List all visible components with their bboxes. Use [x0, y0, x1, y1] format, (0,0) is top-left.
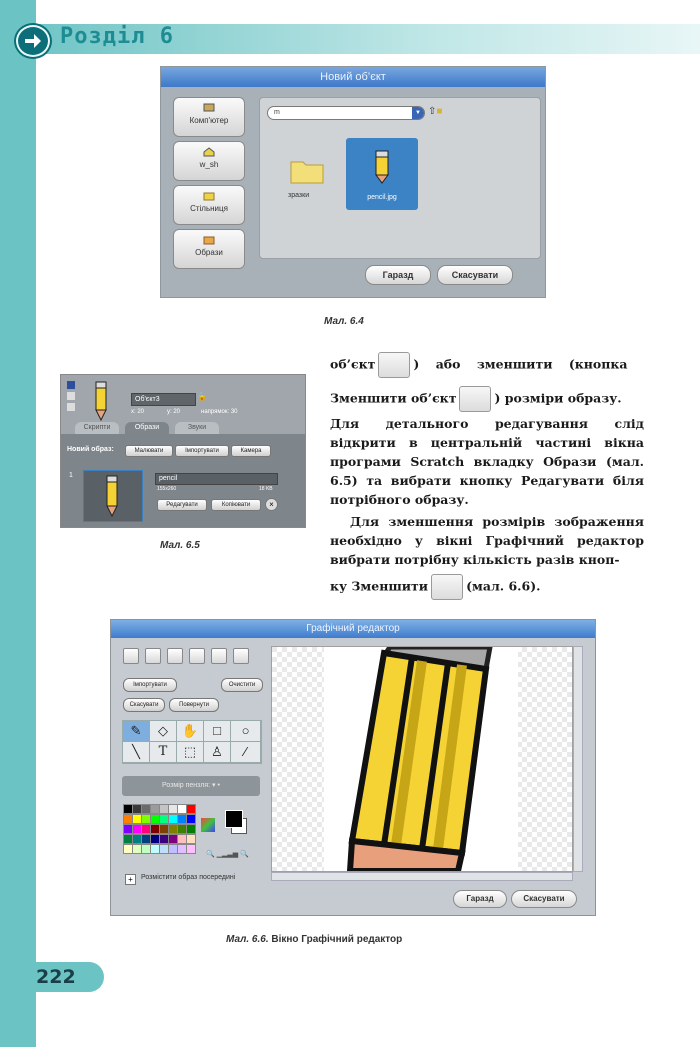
folder-label: зразки [288, 192, 310, 199]
location-computer-button[interactable]: Комп'ютер [173, 97, 245, 137]
costumes-panel [60, 374, 306, 528]
images-folder-icon [203, 235, 215, 245]
pencil-icon [102, 475, 122, 517]
import-button[interactable]: Імпортувати [123, 678, 177, 692]
paragraph-line: об’єкт ) або зменшити (кнопка [330, 352, 644, 378]
folder-icon[interactable] [290, 158, 324, 184]
color-swatch[interactable] [186, 804, 196, 814]
costume-index: 1 [69, 472, 73, 479]
center-image-label[interactable]: Розмістити образ посередині [141, 874, 236, 881]
brush-size-dropdown[interactable]: Розмір пензля: ▾ • [122, 776, 260, 796]
figure-caption: Мал. 6.6. Вікно Графічний редактор [226, 934, 403, 945]
eyedropper-icon[interactable]: ⁄ [231, 742, 261, 763]
paragraph: Для детального редагування слід відкрити в центральній частині вікна програми Scratch вкладку Образи (мал. 6.5) та вибрати кнопку Редагувати біля потрібного образу. [330, 416, 644, 507]
color-picker-icon[interactable] [201, 818, 215, 832]
drawing-canvas[interactable] [271, 646, 573, 872]
redo-button[interactable]: Повернути [169, 698, 219, 712]
rotate-cw-icon[interactable] [189, 648, 205, 664]
costume-name-input[interactable]: pencil [155, 473, 278, 485]
section-title: Розділ 6 [60, 24, 174, 49]
arrow-right-icon [16, 25, 50, 57]
horizontal-scrollbar[interactable] [271, 872, 573, 881]
camera-button[interactable]: Камера [231, 445, 271, 457]
chevron-down-icon: ▼ [412, 107, 424, 119]
color-palette[interactable] [123, 804, 195, 864]
select-icon[interactable]: ⬚ [177, 742, 204, 763]
toolbox [122, 720, 262, 764]
delete-icon[interactable]: × [265, 498, 278, 511]
rectangle-icon[interactable]: □ [204, 721, 231, 742]
brush-icon[interactable]: ✎ [123, 721, 150, 742]
foreground-color-swatch[interactable] [225, 810, 243, 828]
eraser-icon[interactable]: ◇ [150, 721, 177, 742]
flip-horizontal-icon[interactable] [211, 648, 227, 664]
sprite-thumbnail [91, 381, 111, 421]
paragraph-line: ку Зменшити (мал. 6.6). [330, 574, 644, 600]
text-icon[interactable]: T [150, 742, 177, 763]
new-costume-label: Новий образ: [67, 446, 114, 453]
location-home-button[interactable]: w_sh [173, 141, 245, 181]
sprite-x: x: 20 [131, 409, 145, 415]
paint-editor-window [110, 619, 596, 916]
location-images-button[interactable]: Образи [173, 229, 245, 269]
edit-button[interactable]: Редагувати [157, 499, 207, 511]
costume-thumbnail[interactable] [83, 470, 143, 522]
ellipse-icon[interactable]: ○ [231, 721, 261, 742]
shrink-button-icon [431, 574, 463, 600]
path-dropdown[interactable]: m ▼ [267, 106, 425, 120]
zoom-control[interactable]: 🔍 ▁▂▃▅ 🔍 [206, 851, 249, 858]
flip-vertical-icon[interactable] [233, 648, 249, 664]
fill-icon[interactable]: ✋ [177, 721, 204, 742]
dialog-title: Новий об’єкт [161, 67, 545, 87]
sprite-direction: напрямок: 30 [201, 409, 238, 415]
selected-file[interactable] [346, 138, 418, 210]
color-swatch[interactable] [186, 824, 196, 834]
color-swatch[interactable] [186, 814, 196, 824]
ok-button[interactable]: Гаразд [365, 265, 431, 285]
computer-icon [203, 103, 215, 113]
page-number: 222 [36, 966, 76, 988]
new-object-dialog [160, 66, 546, 298]
color-swatch[interactable] [186, 834, 196, 844]
costume-kb: 18 KB [259, 486, 273, 492]
up-folder-icon[interactable]: ⇧■ [428, 106, 443, 117]
sprite-y: y: 20 [167, 409, 181, 415]
rotation-style-icons[interactable] [67, 381, 77, 415]
color-swatch[interactable] [186, 844, 196, 854]
sprite-name-input[interactable]: Об'єкт3 [131, 393, 196, 406]
pencil-icon [372, 150, 392, 184]
pencil-drawing [272, 647, 572, 871]
copy-button[interactable]: Копіювати [211, 499, 261, 511]
add-icon[interactable]: + [125, 874, 136, 885]
rotate-ccw-icon[interactable] [167, 648, 183, 664]
enlarge-icon [378, 352, 410, 378]
ok-button[interactable]: Гаразд [453, 890, 507, 908]
costume-size: 155x260 [157, 486, 177, 492]
undo-button[interactable]: Скасувати [123, 698, 165, 712]
tab-sounds[interactable]: Звуки [175, 422, 219, 434]
tab-scripts[interactable]: Скрипти [75, 422, 119, 434]
costumes-body [61, 434, 305, 527]
location-desktop-button[interactable]: Стільниця [173, 185, 245, 225]
figure-caption: Мал. 6.4 [324, 316, 364, 327]
vertical-scrollbar[interactable] [573, 646, 583, 872]
paragraph: Для зменшення розмірів зображення необхідно у вікні Графічний редактор вибрати потрібну кількість разів кноп- [330, 514, 644, 567]
import-button[interactable]: Імпортувати [175, 445, 229, 457]
paragraph-line: Зменшити об’єкт ) розміри образу. [330, 386, 644, 412]
clear-button[interactable]: Очистити [221, 678, 263, 692]
home-icon [203, 147, 215, 157]
stamp-icon[interactable]: ♙ [204, 742, 231, 763]
enlarge-icon[interactable] [123, 648, 139, 664]
cancel-button[interactable]: Скасувати [511, 890, 577, 908]
paint-button[interactable]: Малювати [125, 445, 173, 457]
lock-icon[interactable]: 🔒 [197, 392, 207, 401]
cancel-button[interactable]: Скасувати [437, 265, 513, 285]
left-margin-band [0, 0, 36, 1047]
tab-costumes[interactable]: Образи [125, 422, 169, 434]
file-browser-pane [259, 97, 541, 259]
file-label: pencil.jpg [367, 194, 397, 201]
shrink-icon [459, 386, 491, 412]
line-icon[interactable]: ╲ [123, 742, 150, 763]
window-title: Графічний редактор [111, 620, 595, 638]
folder-icon [203, 191, 215, 201]
figure-caption: Мал. 6.5 [160, 540, 200, 551]
shrink-icon[interactable] [145, 648, 161, 664]
